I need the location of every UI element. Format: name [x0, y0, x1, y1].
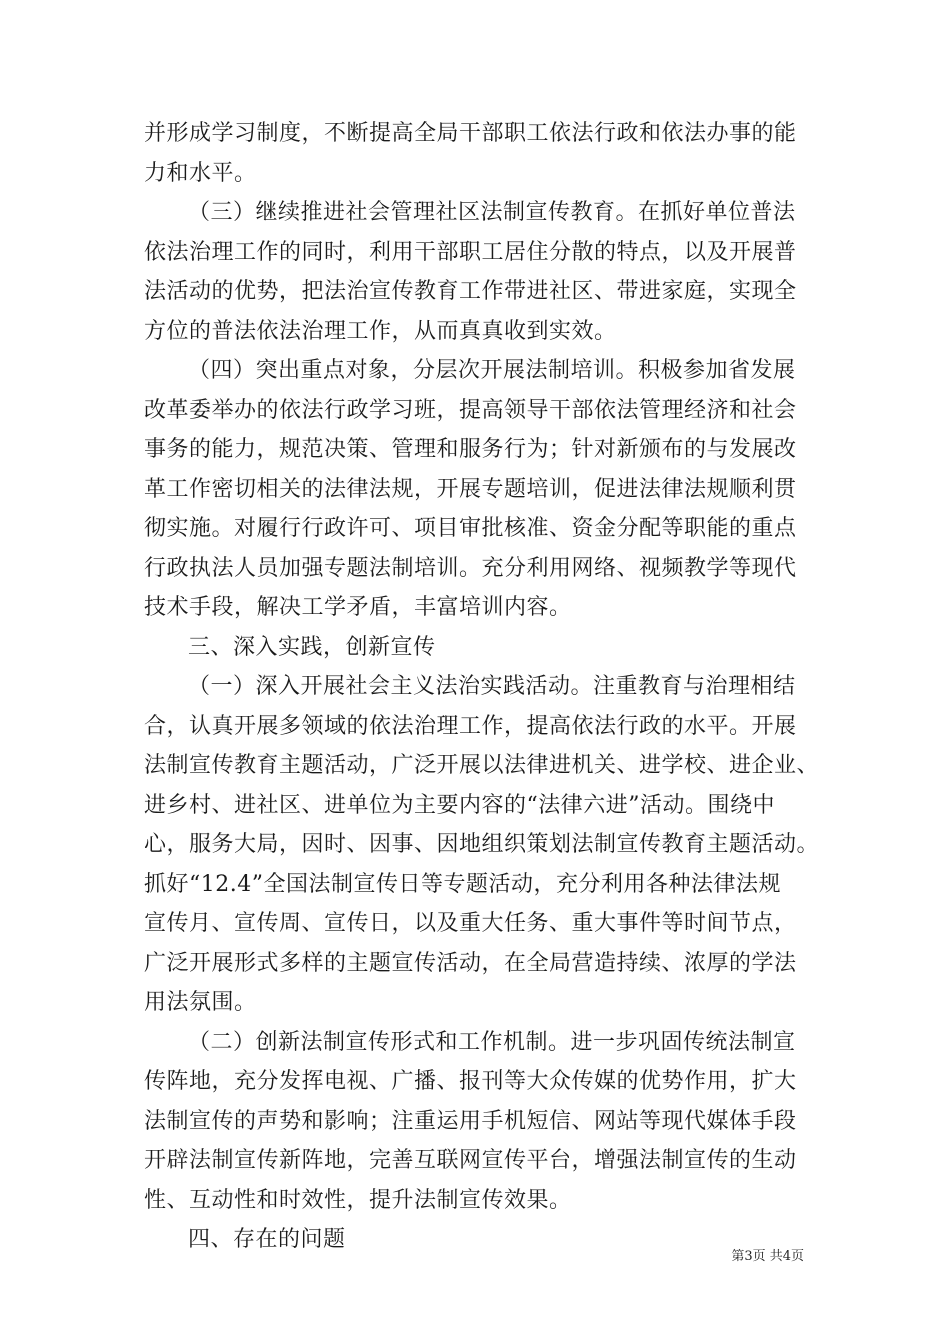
text-line: 技术手段，解决工学矛盾，丰富培训内容。	[144, 595, 572, 620]
text-line: 传阵地，充分发挥电视、广播、报刊等大众传媒的优势作用，扩大	[144, 1069, 797, 1094]
text-line: 进乡村、进社区、进单位为主要内容的“法律六进”活动。围绕中	[144, 792, 775, 818]
text-line: （一）深入开展社会主义法治实践活动。注重教育与治理相结	[188, 674, 796, 699]
text-line: 并形成学习制度，不断提高全局干部职工依法行政和依法办事的能	[144, 121, 797, 146]
paragraph	[144, 667, 824, 1023]
text-line: （二）创新法制宣传形式和工作机制。进一步巩固传统法制宣	[188, 1029, 796, 1055]
text-line: 三、深入实践，创新宣传	[188, 634, 436, 660]
text-line: 法制宣传的声势和影响；注重运用手机短信、网站等现代媒体手段	[144, 1108, 797, 1134]
text-line: 彻实施。对履行行政许可、项目审批核准、资金分配等职能的重点	[144, 516, 797, 541]
text-line: 改革委举办的依法行政学习班，提高领导干部依法管理经济和社会	[144, 397, 797, 423]
section-heading	[144, 628, 824, 668]
text-line: 用法氛围。	[144, 990, 257, 1015]
paragraph	[144, 114, 824, 193]
text-line: 心，服务大局，因时、因事、因地组织策划法制宣传教育主题活动。	[144, 832, 820, 857]
page-number-footer: 第3页 共4页	[731, 1249, 804, 1264]
paragraph	[144, 1023, 824, 1221]
text-line: 广泛开展形式多样的主题宣传活动，在全局营造持续、浓厚的学法	[144, 950, 797, 976]
text-line: 抓好“12.4”全国法制宣传日等专题活动，充分利用各种法律法规	[144, 871, 781, 897]
text-line: 合，认真开展多领域的依法治理工作，提高依法行政的水平。开展	[144, 713, 797, 739]
text-line: 力和水平。	[144, 160, 257, 186]
text-line: 行政执法人员加强专题法制培训。充分利用网络、视频教学等现代	[144, 555, 797, 581]
text-line: 四、存在的问题	[188, 1227, 346, 1252]
text-line: 开辟法制宣传新阵地，完善互联网宣传平台，增强法制宣传的生动	[144, 1148, 797, 1173]
section-heading	[144, 1220, 824, 1260]
text-line: （四）突出重点对象，分层次开展法制培训。积极参加省发展	[188, 358, 796, 383]
text-line: （三）继续推进社会管理社区法制宣传教育。在抓好单位普法	[188, 200, 796, 225]
text-line: 性、互动性和时效性，提升法制宣传效果。	[144, 1187, 572, 1213]
text-line: 宣传月、宣传周、宣传日，以及重大任务、重大事件等时间节点，	[144, 911, 797, 936]
text-line: 依法治理工作的同时，利用干部职工居住分散的特点，以及开展普	[144, 239, 797, 265]
text-line: 法制宣传教育主题活动，广泛开展以法律进机关、进学校、进企业、	[144, 753, 820, 778]
document-body	[144, 114, 824, 1260]
text-line: 方位的普法依法治理工作，从而真真收到实效。	[144, 318, 617, 344]
text-line: 法活动的优势，把法治宣传教育工作带进社区、带进家庭，实现全	[144, 279, 797, 304]
paragraph	[144, 351, 824, 628]
paragraph	[144, 193, 824, 351]
text-line: 事务的能力，规范决策、管理和服务行为；针对新颁布的与发展改	[144, 437, 797, 462]
text-line: 革工作密切相关的法律法规，开展专题培训，促进法律法规顺利贯	[144, 476, 797, 502]
